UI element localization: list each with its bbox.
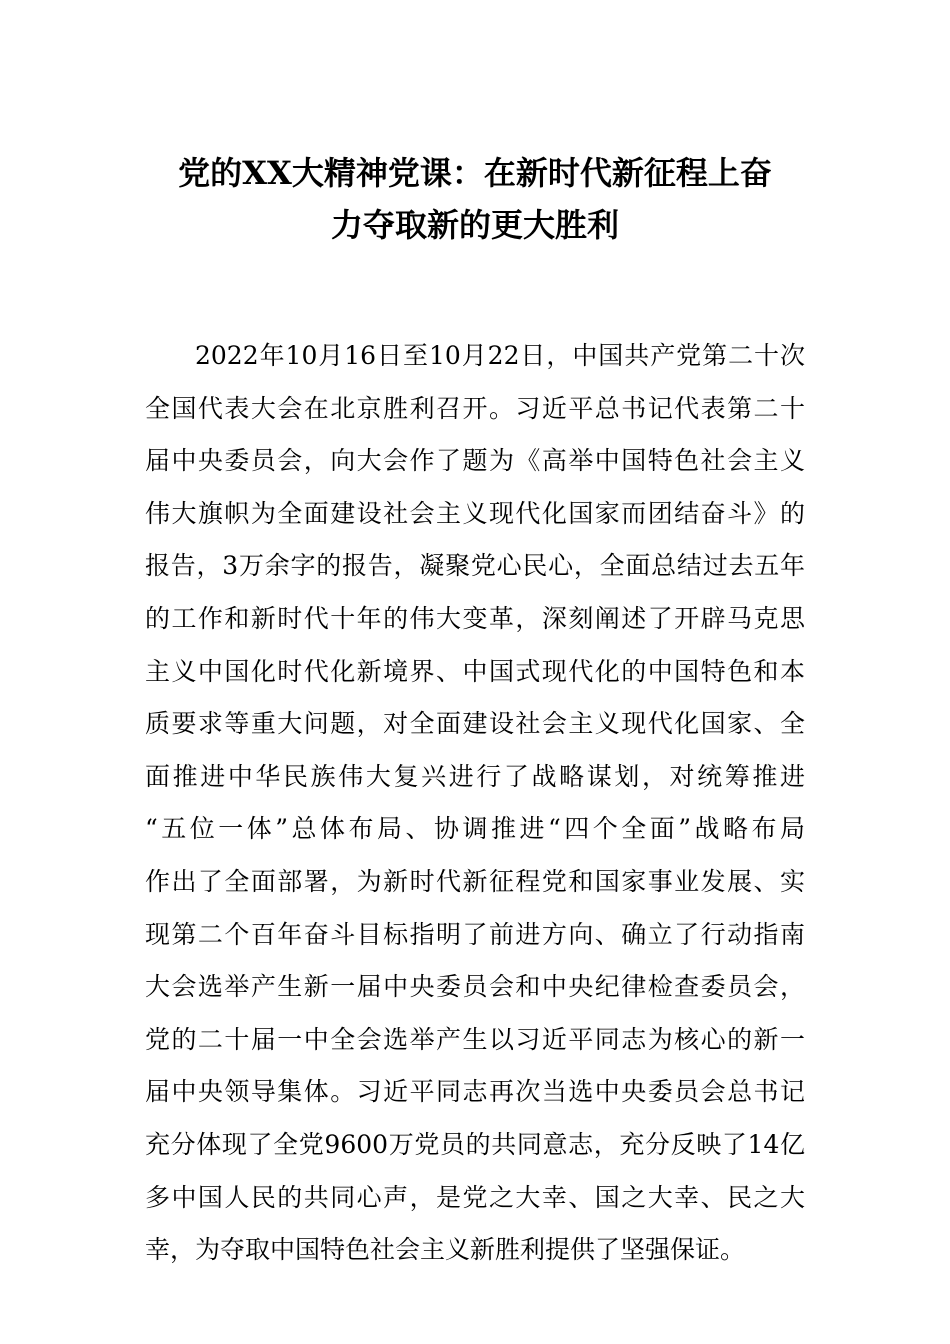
paragraph-line: 主义中国化时代化新境界、中国式现代化的中国特色和本 bbox=[145, 656, 805, 686]
paragraph-line: 伟大旗帜为全面建设社会主义现代化国家而团结奋斗》的 bbox=[145, 498, 805, 528]
paragraph-line: 全国代表大会在北京胜利召开。习近平总书记代表第二十 bbox=[145, 393, 805, 423]
paragraph-line: 党的二十届一中全会选举产生以习近平同志为核心的新一 bbox=[145, 1024, 805, 1054]
paragraph-line: 作出了全面部署，为新时代新征程党和国家事业发展、实 bbox=[145, 866, 805, 896]
paragraph-line: 多中国人民的共同心声，是党之大幸、国之大幸、民之大 bbox=[145, 1182, 805, 1212]
paragraph-line: 届中央领导集体。习近平同志再次当选中央委员会总书记 bbox=[145, 1077, 805, 1107]
paragraph-line: 充分体现了全党9600万党员的共同意志，充分反映了14亿 bbox=[145, 1129, 805, 1159]
paragraph-line: “五位一体”总体布局、协调推进“四个全面”战略布局 bbox=[145, 814, 805, 844]
paragraph-line: 现第二个百年奋斗目标指明了前进方向、确立了行动指南 bbox=[145, 919, 805, 949]
paragraph-line: 届中央委员会，向大会作了题为《高举中国特色社会主义 bbox=[145, 446, 805, 476]
paragraph-line: 的工作和新时代十年的伟大变革，深刻阐述了开辟马克思 bbox=[145, 603, 805, 633]
paragraph-line: 报告，3万余字的报告，凝聚党心民心，全面总结过去五年 bbox=[145, 551, 805, 581]
paragraph-line: 质要求等重大问题，对全面建设社会主义现代化国家、全 bbox=[145, 709, 805, 739]
paragraph-line: 面推进中华民族伟大复兴进行了战略谋划，对统筹推进 bbox=[145, 761, 805, 791]
document-title bbox=[145, 147, 805, 251]
paragraph-line: 2022年10月16日至10月22日，中国共产党第二十次 bbox=[195, 341, 805, 370]
paragraph-line: 大会选举产生新一届中央委员会和中央纪律检查委员会， bbox=[145, 972, 805, 1002]
title-line: 党的XX大精神党课：在新时代新征程上奋 bbox=[178, 154, 772, 192]
body-paragraph bbox=[145, 330, 805, 1277]
title-line: 力夺取新的更大胜利 bbox=[330, 206, 619, 244]
paragraph-line: 幸，为夺取中国特色社会主义新胜利提供了坚强保证。 bbox=[145, 1235, 746, 1265]
